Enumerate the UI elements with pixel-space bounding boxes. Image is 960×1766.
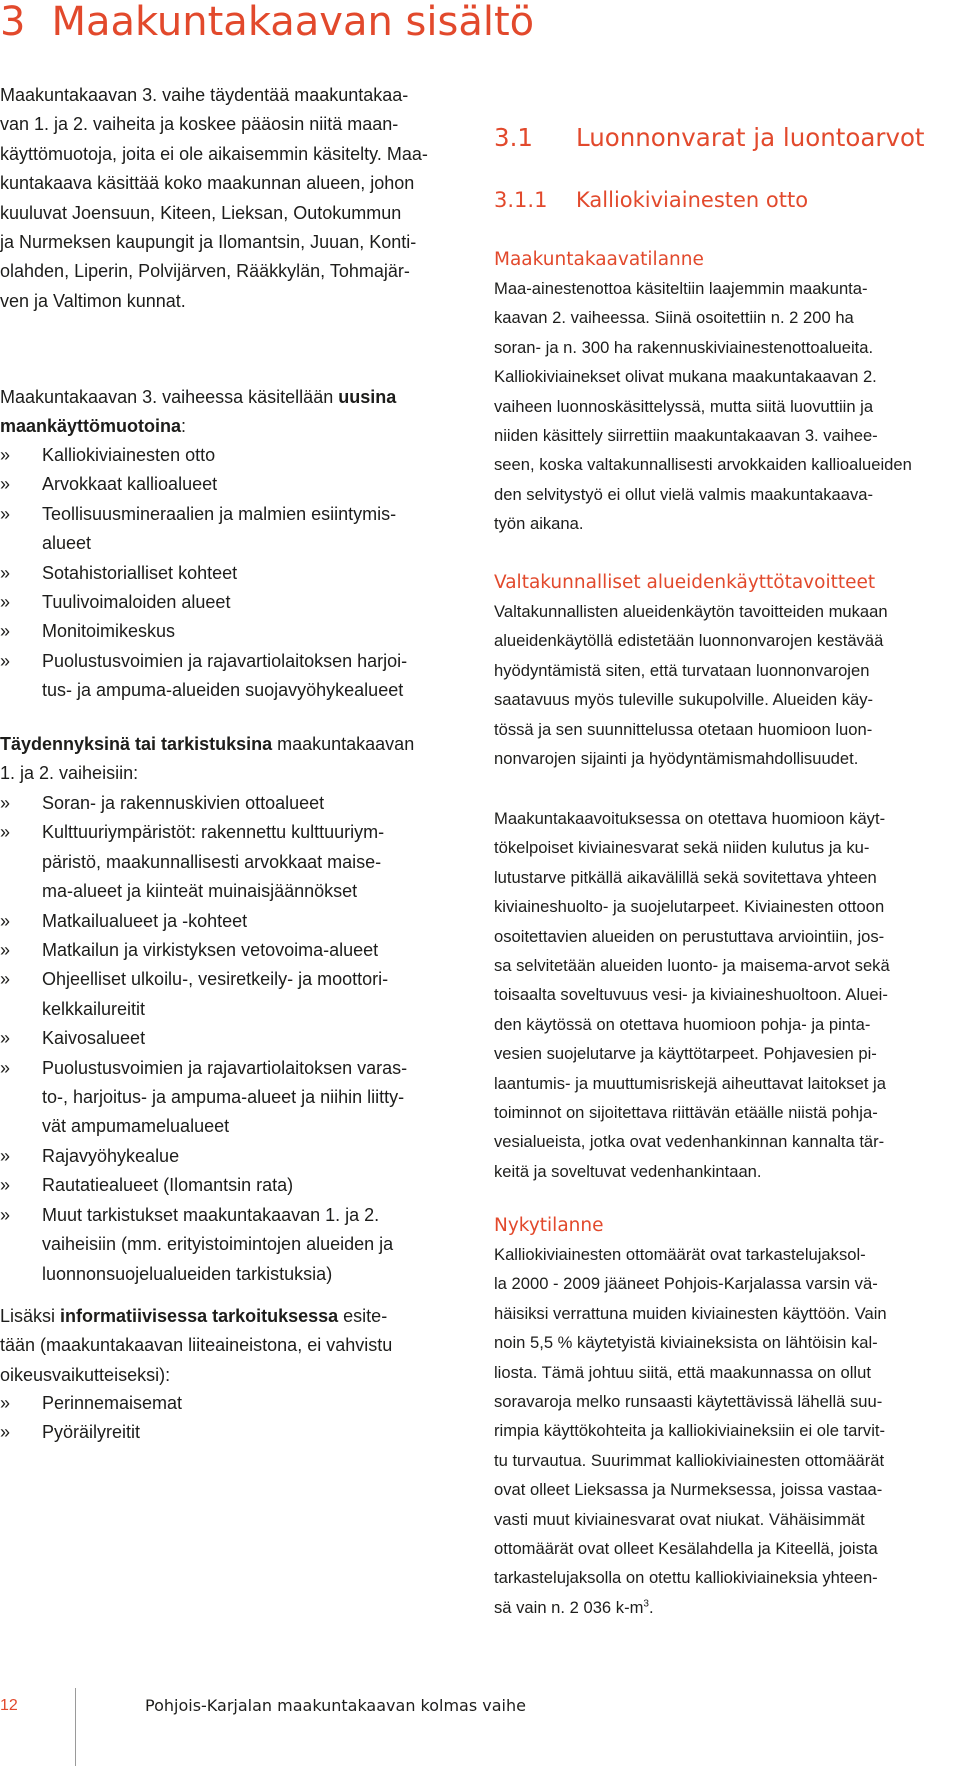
list-item: » Monitoimikeskus — [0, 617, 407, 646]
list-item: » Matkailun ja virkistyksen vetovoima-alueet — [0, 936, 407, 965]
supplements-intro: Täydennyksinä tai tarkistuksina maakuntakaavan 1. ja 2. vaiheisiin: — [0, 734, 415, 784]
list-item: » Rajavyöhykealue — [0, 1142, 407, 1171]
subsection-heading: 3.1.1 Kalliokiviainesten otto — [494, 188, 809, 212]
informative-list — [0, 1389, 182, 1448]
paragraph-maakuntakaavoitus: Maakuntakaavoituksessa on otettava huomioon käyt- tökelpoiset kiviainesvarat sekä niiden kulutus ja ku- lutustarve pitkällä aikavälillä sekä sovitettava yhteen kiviaineshuolto- ja suojelutarpeet. Kiviainesten ottoon osoitettavien alueiden on perustuttava arviointiin, jos- sa selvitetään alueiden luonto- ja maisema-arvot sekä toisaalta soveltuvuus vesi- ja kiviaineshuoltoon. Aluei- den käytössä on otettava huomioon pohja- ja pinta- vesien suojelutarve ja käyttötarpeet. Pohjavesien pi- laantumis- ja muuttumisriskejä aiheuttavat laitokset ja toiminnot on sijoitettava riittävän etäälle niistä pohja- vesialueista, jotka ovat vedenhankinnan kannalta tär- keitä ja soveltuvat vedenhankintaan. — [494, 809, 890, 1181]
list-item: » Rautatiealueet (Ilomantsin rata) — [0, 1171, 407, 1200]
bullet-marker: » — [0, 940, 11, 961]
bullet-marker: » — [0, 822, 11, 843]
bullet-marker: » — [0, 1204, 11, 1225]
bullet-marker: » — [0, 1057, 11, 1078]
paragraph-nykytilanne — [494, 1240, 887, 1622]
section-title: Maakuntakaavan sisältö — [51, 0, 535, 45]
supplements-list — [0, 789, 407, 1289]
heading-maakuntakaavatilanne: Maakuntakaavatilanne — [494, 249, 704, 270]
footer-divider — [75, 1688, 76, 1766]
bullet-marker: » — [0, 1393, 11, 1413]
bullet-marker: » — [0, 1028, 11, 1049]
list-item: » Kaivosalueet — [0, 1024, 407, 1053]
bullet-marker: » — [0, 474, 11, 495]
list-item: » Soran- ja rakennuskivien ottoalueet — [0, 789, 407, 818]
bullet-marker: » — [0, 562, 11, 583]
list-item: » Kulttuuriympäristöt: rakennettu kulttuuriym- päristö, maakunnallisesti arvokkaat maise- ma-alueet ja kiinteät muinaisjäännökset — [0, 818, 407, 906]
list-item: » Pyöräilyreitit — [0, 1418, 182, 1447]
bullet-marker: » — [0, 969, 11, 990]
intro-paragraph: Maakuntakaavan 3. vaihe täydentää maakuntakaa- van 1. ja 2. vaiheita ja koskee pääosin niitä maan- käyttömuotoja, joita ei ole aikaisemmin käsitelty. Maa- kuntakaava käsittää koko maakunnan alueen, johon kuuluvat Joensuun, Kiteen, Lieksan, Outokummun ja Nurmeksen kaupungit ja Ilomantsin, Juuan, Konti- olahden, Liperin, Polvijärven, Rääkkylän, Tohmajär- ven ja Valtimon kunnat. — [0, 85, 428, 311]
bullet-marker: » — [0, 1422, 11, 1443]
list-item: » Tuulivoimaloiden alueet — [0, 588, 407, 617]
bullet-marker: » — [0, 1175, 11, 1196]
section-number: 3 — [0, 0, 26, 45]
list-item: » Muut tarkistukset maakuntakaavan 1. ja 2. vaiheisiin (mm. erityistoimintojen alueiden ja luonnonsuojelualueiden tarkistuksia) — [0, 1201, 407, 1289]
list-item: » Kalliokiviainesten otto — [0, 441, 407, 470]
bullet-marker: » — [0, 592, 11, 613]
list-item: » Arvokkaat kallioalueet — [0, 470, 407, 499]
informative-intro: Lisäksi informatiivisessa tarkoituksessa esite- tään (maakuntakaavan liiteaineistona, ei vahvistu oikeusvaikutteiseksi): — [0, 1306, 393, 1385]
list-item: » Puolustusvoimien ja rajavartiolaitoksen harjoi- tus- ja ampuma-alueiden suojavyöhykealueet — [0, 647, 407, 706]
bullet-marker: » — [0, 650, 11, 671]
bullet-marker: » — [0, 1145, 11, 1166]
list-item: » Perinnemaisemat — [0, 1389, 182, 1418]
paragraph-maakuntakaavatilanne: Maa-ainestenottoa käsiteltiin laajemmin maakunta- kaavan 2. vaiheessa. Siinä osoitettiin n. 2 200 ha soran- ja n. 300 ha rakennuskiviainestenottoalueita. Kalliokiviainekset olivat mukana maakuntakaavan 2. vaiheen luonnoskäsittelyssä, mutta siitä luovuttiin ja niiden käsittely siirrettiin maakuntakaavan 3. vaihee- seen, koska valtakunnallisesti arvokkaiden kallioalueiden den selvitystyö ei ollut vielä valmis maakuntakaava- työn aikana. — [494, 279, 912, 534]
list-item: » Sotahistorialliset kohteet — [0, 559, 407, 588]
list-item: » Teollisuusmineraalien ja malmien esiintymis- alueet — [0, 500, 407, 559]
section-heading: 3.1 Luonnonvarat ja luontoarvot — [494, 123, 925, 152]
page-title — [0, 0, 534, 44]
nykytilanne-last-line: sä vain n. 2 036 $k-m^3$. — [494, 1597, 654, 1617]
bullet-marker: » — [0, 793, 11, 813]
nykytilanne-lines: Kalliokiviainesten ottomäärät ovat tarkastelujaksol- la 2000 - 2009 jääneet Pohjois-Karjalassa varsin vä- häisiksi verrattuna muiden kiviainesten käyttöön. Vain noin 5,5 % käytetyistä kiviaineksista on lähtöisin kal- liosta. Tämä johtuu siitä, että maakunnassa on ollut soravaroja melko runsaasti käytettävissä lähellä suu- rimpia käyttökohteita ja kalliokiviaineksiin ei ole tarvit- tu turvautua. Suurimmat kalliokiviainesten ottomäärät ovat olleet Lieksassa ja Nurmeksessa, joissa vastaa- vasti muut kiviainesvarat ovat niukat. Vähäisimmät ottomäärät ovat olleet Kesälahdella ja Kiteellä, joista tarkastelujaksolla on otettu kalliokiviaineksia yhteen- — [494, 1245, 887, 1588]
bullet-marker: » — [0, 621, 11, 642]
paragraph-valtakunnalliset-tavoitteet: Valtakunnallisten alueidenkäytön tavoitteiden mukaan alueidenkäytöllä edistetään luonnonvarojen kestävää hyödyntämistä siten, että turvataan luonnonvarojen saatavuus myös tuleville sukupolville. Alueiden käy- tössä ja sen suunnittelussa otetaan huomioon luon- nonvarojen sijainti ja hyödyntämismahdollisuudet. — [494, 602, 888, 769]
bullet-marker: » — [0, 445, 11, 465]
list-item: » Ohjeelliset ulkoilu-, vesiretkeily- ja moottori- kelkkailureitit — [0, 965, 407, 1024]
page-number: 12 — [0, 1697, 18, 1714]
new-uses-list — [0, 441, 407, 706]
heading-nykytilanne: Nykytilanne — [494, 1215, 604, 1236]
new-uses-intro: Maakuntakaavan 3. vaiheessa käsitellään uusina maankäyttömuotoina: — [0, 387, 397, 437]
publication-title: Pohjois-Karjalan maakuntakaavan kolmas vaihe — [145, 1696, 526, 1715]
list-item: » Matkailualueet ja -kohteet — [0, 907, 407, 936]
bullet-marker: » — [0, 503, 11, 524]
bullet-marker: » — [0, 910, 11, 931]
list-item: » Puolustusvoimien ja rajavartiolaitoksen varas- to-, harjoitus- ja ampuma-alueet ja niihin liitty- vät ampumamelualueet — [0, 1054, 407, 1142]
heading-valtakunnalliset-tavoitteet: Valtakunnalliset alueidenkäyttötavoitteet — [494, 572, 876, 593]
